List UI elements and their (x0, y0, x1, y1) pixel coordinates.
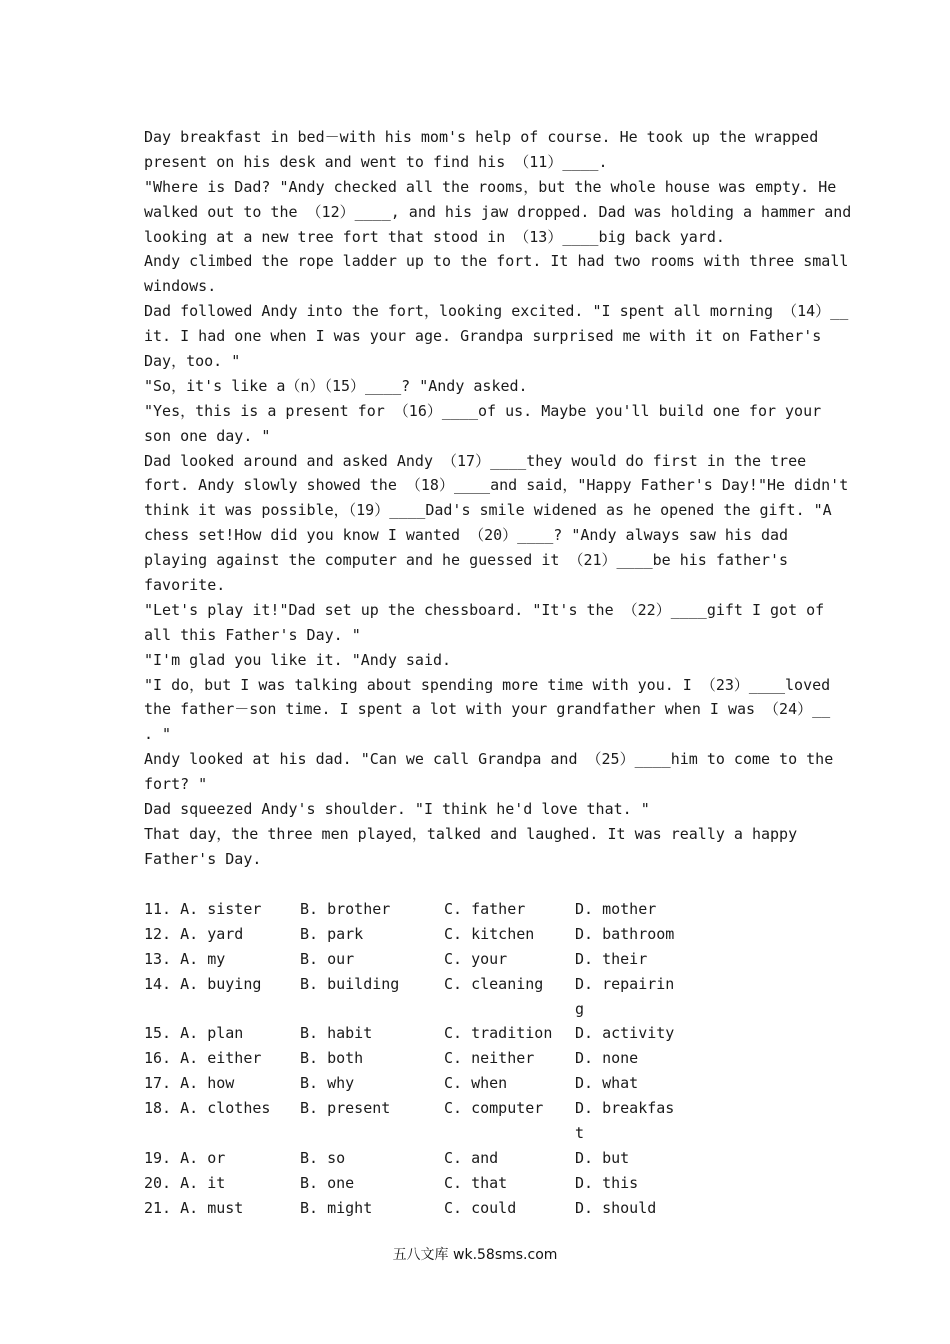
passage-line: Father's Day. (144, 849, 262, 868)
option-cell: g (575, 999, 585, 1018)
option-cell: D. but (575, 1148, 630, 1167)
passage-line: it. I had one when I was your age. Grandpa surprised me with it on Father's (144, 327, 822, 346)
footer-watermark: 五八文库 wk.58sms.com (392, 1247, 558, 1263)
option-cell: B. might (300, 1198, 373, 1217)
option-row (144, 1021, 814, 1046)
passage-line: Dad squeezed Andy's shoulder. "I think he'd love that. " (144, 800, 650, 819)
passage-line: fort? " (144, 775, 208, 794)
passage-line: Andy climbed the rope ladder up to the fort. It had two rooms with three small (144, 252, 849, 271)
passage-line: think it was possible，（19）____Dad's smile widened as he opened the gift. "A (144, 501, 832, 520)
option-cell: D. this (575, 1173, 639, 1192)
option-row (144, 922, 814, 947)
passage (144, 125, 852, 872)
passage-line: playing against the computer and he guessed it （21）____be his father's (144, 551, 789, 570)
option-cell: D. what (575, 1074, 639, 1093)
answer-options (144, 897, 814, 1221)
passage-line: looking at a new tree fort that stood in （13）____big back yard. (144, 227, 725, 246)
passage-line: "Let's play it!"Dad set up the chessboard. "It's the （22）____gift I got of (144, 600, 825, 619)
option-row (144, 972, 814, 997)
option-cell: 12. A. yard (144, 924, 244, 943)
option-cell: 11. A. sister (144, 900, 262, 918)
passage-line: windows. (144, 277, 217, 296)
passage-line: walked out to the （12）____, and his jaw dropped. Dad was holding a hammer and (144, 202, 852, 221)
passage-line: Day breakfast in bed－with his mom's help of course. He took up the wrapped (144, 128, 819, 146)
option-row (144, 1096, 814, 1121)
passage-line: "I'm glad you like it. "Andy said. (144, 650, 452, 669)
option-cell: 21. A. must (144, 1198, 244, 1217)
option-cell: B. so (300, 1148, 346, 1167)
passage-line: present on his desk and went to find his （11）____. (144, 152, 608, 171)
option-row (144, 897, 814, 922)
option-cell: 20. A. it (144, 1173, 226, 1192)
option-cell: C. your (444, 949, 508, 968)
option-cell: D. bathroom (575, 924, 675, 943)
option-cell: C. when (444, 1074, 508, 1093)
passage-line: chess set!How did you know I wanted （20）____? "Andy always saw his dad (144, 526, 789, 545)
passage-line: Andy looked at his dad. "Can we call Grandpa and （25）____him to come to the (144, 750, 834, 769)
option-cell: C. that (444, 1173, 508, 1192)
option-cell: C. kitchen (444, 924, 535, 943)
passage-line: "I do，but I was talking about spending more time with you. I （23）____loved (144, 675, 831, 694)
option-cell: 17. A. how (144, 1074, 235, 1093)
option-cell: B. building (300, 974, 400, 993)
option-cell: 14. A. buying (144, 974, 262, 993)
option-cell: D. activity (575, 1024, 675, 1043)
option-cell: B. why (300, 1074, 355, 1093)
passage-line: That day，the three men played，talked and laughed. It was really a happy (144, 824, 798, 843)
option-cell: B. one (300, 1173, 355, 1192)
passage-line: Dad looked around and asked Andy （17）____they would do first in the tree (144, 451, 807, 470)
option-cell: 19. A. or (144, 1148, 226, 1167)
option-cell: B. park (300, 924, 364, 943)
option-cell: t (575, 1124, 585, 1143)
option-row (144, 997, 814, 1022)
passage-line: favorite. (144, 576, 226, 595)
option-cell: B. both (300, 1049, 364, 1068)
option-cell: C. neither (444, 1049, 535, 1068)
option-cell: B. habit (300, 1024, 373, 1043)
option-cell: C. tradition (444, 1024, 553, 1043)
option-cell: 13. A. my (144, 949, 226, 968)
passage-line: . " (144, 725, 172, 744)
option-cell: C. cleaning (444, 974, 544, 993)
passage-line: the father－son time. I spent a lot with your grandfather when I was （24）__ (144, 700, 831, 719)
option-row (144, 1196, 814, 1221)
passage-line: all this Father's Day. " (144, 625, 361, 644)
option-cell: C. could (444, 1198, 517, 1217)
option-cell: D. breakfas (575, 1099, 675, 1118)
option-cell: C. father (444, 900, 526, 918)
option-cell: 16. A. either (144, 1049, 262, 1068)
passage-line: Day，too. " (144, 352, 241, 371)
option-cell: C. computer (444, 1099, 544, 1118)
option-cell: B. our (300, 949, 355, 968)
option-row (144, 1146, 814, 1171)
option-cell: 15. A. plan (144, 1024, 244, 1043)
option-cell: B. present (300, 1099, 391, 1118)
option-cell: B. brother (300, 900, 391, 918)
option-row (144, 947, 814, 972)
option-cell: D. repairin (575, 974, 675, 993)
option-row (144, 1121, 814, 1146)
passage-line: fort. Andy slowly showed the （18）____and said，"Happy Father's Day!"He didn't (144, 476, 849, 495)
option-row (144, 1046, 814, 1071)
passage-line: "So，it's like a（n）（15）____? "Andy asked. (144, 376, 528, 395)
passage-line: "Yes，this is a present for （16）____of us. Maybe you'll build one for your (144, 401, 822, 420)
option-cell: C. and (444, 1148, 499, 1167)
option-cell: D. mother (575, 900, 657, 918)
passage-line: "Where is Dad? "Andy checked all the rooms，but the whole house was empty. He (144, 177, 837, 196)
option-cell: 18. A. clothes (144, 1099, 271, 1118)
passage-line: son one day. " (144, 426, 271, 445)
option-cell: D. their (575, 949, 648, 968)
option-cell: D. none (575, 1049, 639, 1068)
option-row (144, 1171, 814, 1196)
passage-line: Dad followed Andy into the fort，looking excited. "I spent all morning （14）__ (144, 302, 849, 321)
option-cell: D. should (575, 1198, 657, 1217)
option-row (144, 1071, 814, 1096)
